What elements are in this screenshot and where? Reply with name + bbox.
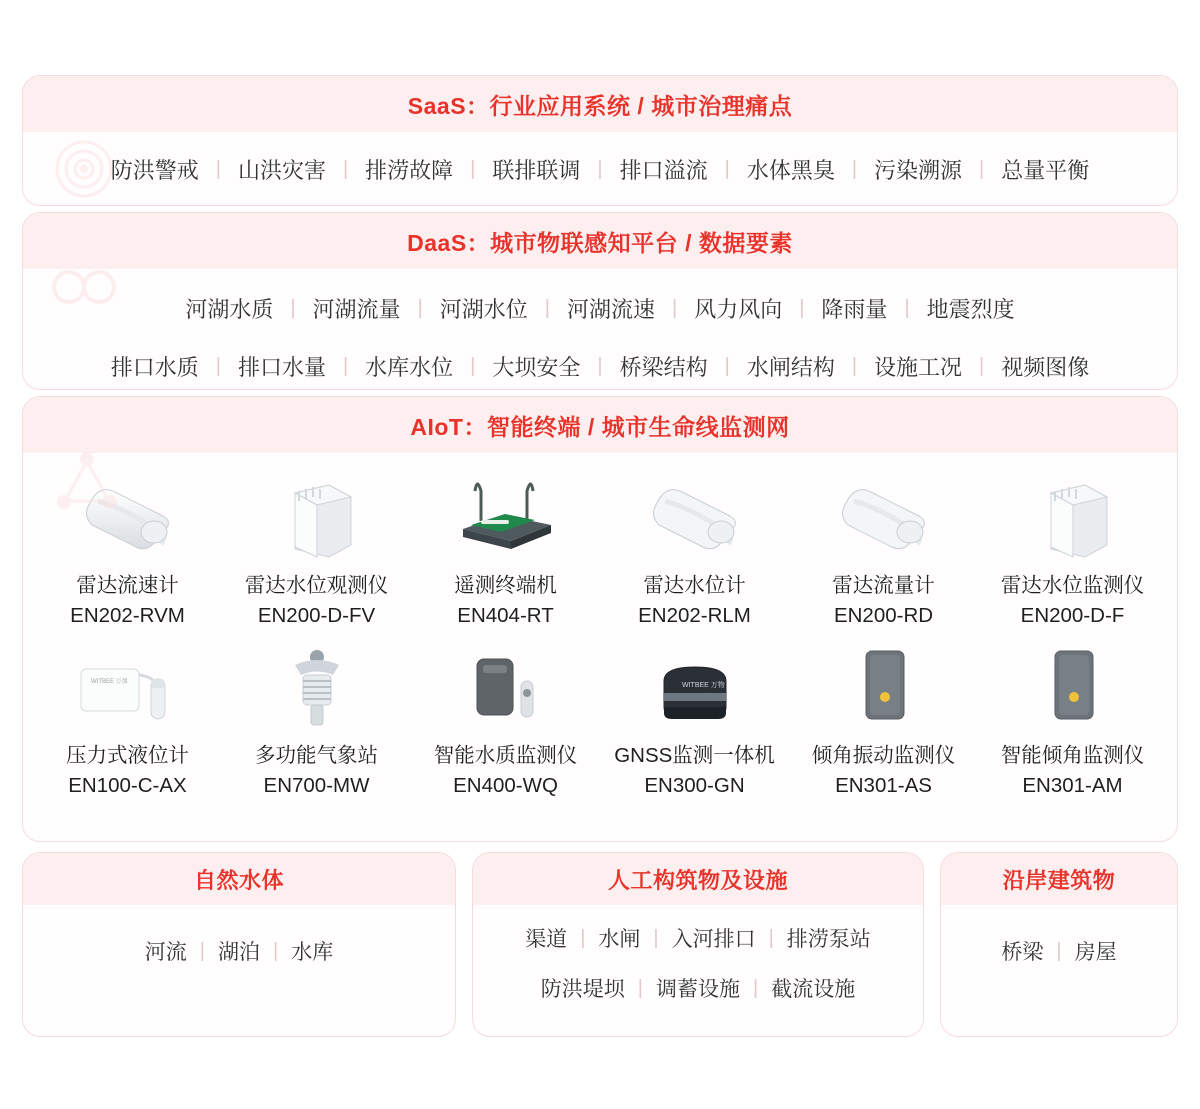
separator: | [851, 158, 858, 180]
weather-station-icon [242, 637, 392, 733]
radar-water-level-monitor-icon [998, 467, 1148, 563]
separator: | [904, 297, 910, 319]
device-card[interactable] [789, 637, 978, 801]
daas-item[interactable]: 降雨量 [821, 296, 888, 322]
artificial-structures-header [473, 853, 923, 905]
separator: | [580, 927, 586, 949]
device-card[interactable] [789, 467, 978, 631]
coastal-buildings-panel [940, 852, 1178, 1037]
device-model: EN404-RT [457, 604, 554, 627]
daas-item[interactable]: 水库水位 [365, 354, 454, 380]
device-name: 智能倾角监测仪 [1000, 744, 1145, 767]
saas-item[interactable]: 排口溢流 [619, 157, 708, 183]
artificial-item[interactable]: 调蓄设施 [656, 978, 740, 1001]
daas-item[interactable]: 视频图像 [1001, 354, 1090, 380]
daas-item[interactable]: 风力风向 [694, 296, 783, 322]
saas-panel [22, 75, 1178, 206]
artificial-structures-panel [472, 852, 924, 1037]
natural-water-panel [22, 852, 456, 1037]
device-name: 倾角振动监测仪 [811, 744, 956, 767]
aiot-title: AIoT：智能终端 / 城市生命线监测网 [410, 413, 790, 440]
device-model: EN700-MW [263, 774, 370, 797]
artificial-item[interactable]: 截流设施 [771, 978, 856, 1001]
artificial-item[interactable]: 排涝泵站 [786, 928, 871, 951]
separator: | [768, 927, 774, 949]
saas-items-row [23, 132, 1177, 206]
device-model: EN200-RD [833, 604, 934, 627]
coastal-buildings-header [941, 853, 1177, 905]
saas-item[interactable]: 防洪警戒 [110, 157, 199, 183]
device-name: 多功能气象站 [255, 744, 378, 767]
separator: | [273, 940, 279, 962]
daas-panel [22, 212, 1178, 390]
device-name: 雷达流量计 [832, 574, 935, 597]
coastal-items-row [941, 919, 1177, 983]
gnss-monitor-icon [620, 637, 770, 733]
artificial-items-row-2 [473, 963, 923, 1013]
device-model: EN300-GN [644, 774, 745, 797]
separator: | [753, 977, 759, 999]
svg-text:WITBEE 万物: WITBEE 万物 [681, 682, 725, 689]
separator: | [470, 158, 476, 180]
device-card[interactable] [411, 467, 600, 631]
separator: | [215, 355, 221, 377]
device-card[interactable] [978, 467, 1167, 631]
device-name: 遥测终端机 [454, 574, 557, 597]
daas-item[interactable]: 地震烈度 [926, 296, 1015, 322]
device-name: 压力式液位计 [66, 744, 189, 767]
separator: | [597, 158, 603, 180]
coastal-item[interactable]: 桥梁 [1001, 941, 1044, 964]
smart-tilt-monitor-icon [998, 637, 1148, 733]
device-model: EN301-AM [1022, 774, 1123, 797]
aiot-header [23, 397, 1177, 453]
radar-flow-meter-icon [809, 467, 959, 563]
artificial-item[interactable]: 防洪堤坝 [540, 978, 625, 1001]
device-name: 雷达水位监测仪 [1000, 574, 1145, 597]
separator: | [724, 355, 730, 377]
saas-header [23, 76, 1177, 132]
saas-title: SaaS：行业应用系统 / 城市治理痛点 [407, 92, 793, 119]
device-card[interactable] [222, 467, 411, 631]
separator: | [1056, 940, 1062, 962]
separator: | [215, 158, 221, 180]
separator: | [672, 297, 678, 319]
device-model: EN400-WQ [453, 774, 558, 797]
saas-item[interactable]: 污染溯源 [874, 157, 963, 183]
saas-item[interactable]: 山洪灾害 [237, 157, 326, 183]
daas-item[interactable]: 大坝安全 [492, 354, 581, 380]
separator: | [979, 355, 985, 377]
device-card[interactable] [978, 637, 1167, 801]
device-name: 智能水质监测仪 [433, 744, 578, 767]
daas-items-row-1 [23, 279, 1177, 337]
coastal-item[interactable]: 房屋 [1074, 941, 1117, 964]
separator: | [799, 297, 805, 319]
daas-item[interactable]: 河湖水位 [439, 296, 528, 322]
aiot-device-grid-row1 [23, 453, 1177, 631]
device-name: 雷达水位观测仪 [244, 574, 389, 597]
daas-item[interactable]: 河湖流量 [312, 296, 401, 322]
device-model: EN100-C-AX [68, 774, 187, 797]
separator: | [979, 158, 985, 180]
separator: | [653, 927, 659, 949]
saas-item[interactable]: 联排联调 [492, 157, 581, 183]
separator: | [470, 355, 476, 377]
device-card[interactable] [33, 467, 222, 631]
separator: | [342, 355, 349, 377]
device-card[interactable] [411, 637, 600, 801]
daas-item[interactable]: 排口水质 [110, 354, 199, 380]
separator: | [724, 158, 730, 180]
separator: | [544, 297, 550, 319]
artificial-items-row-1 [473, 913, 923, 963]
tilt-vibration-monitor-icon [809, 637, 959, 733]
telemetry-terminal-icon [431, 467, 581, 563]
natural-water-header [23, 853, 455, 905]
coastal-buildings-title: 沿岸建筑物 [1002, 867, 1116, 893]
daas-item[interactable]: 排口水量 [237, 354, 326, 380]
device-name: 雷达流速计 [76, 574, 179, 597]
device-card[interactable] [222, 637, 411, 801]
daas-item[interactable]: 河湖流速 [566, 296, 655, 322]
daas-header [23, 213, 1177, 269]
artificial-structures-title: 人工构筑物及设施 [607, 867, 788, 893]
svg-text:WITBEE 万加: WITBEE 万加 [90, 679, 128, 685]
device-name: 雷达水位计 [643, 574, 746, 597]
daas-items-row-2 [23, 337, 1177, 390]
artificial-item[interactable]: 入河排口 [671, 928, 756, 951]
daas-item[interactable]: 河湖水质 [185, 296, 274, 322]
saas-item[interactable]: 水体黑臭 [746, 157, 835, 183]
radar-water-level-meter-icon [620, 467, 770, 563]
natural-water-title: 自然水体 [193, 867, 284, 893]
smart-water-quality-monitor-icon [431, 637, 581, 733]
saas-item[interactable]: 排涝故障 [365, 157, 454, 183]
daas-item[interactable]: 桥梁结构 [619, 354, 708, 380]
natural-water-item[interactable]: 水库 [291, 941, 334, 964]
daas-item[interactable]: 水闸结构 [746, 354, 835, 380]
separator: | [199, 940, 205, 962]
device-card[interactable] [33, 637, 222, 801]
natural-water-item[interactable]: 湖泊 [218, 941, 260, 964]
device-card[interactable] [600, 467, 789, 631]
device-model: EN202-RLM [638, 604, 751, 627]
device-model: EN200-D-FV [257, 604, 376, 627]
device-model: EN200-D-F [1020, 604, 1125, 627]
natural-water-item[interactable]: 河流 [144, 941, 187, 964]
saas-item[interactable]: 总量平衡 [1001, 157, 1090, 183]
radar-water-level-observer-icon [242, 467, 392, 563]
device-name: GNSS监测一体机 [614, 744, 775, 767]
daas-item[interactable]: 设施工况 [874, 354, 963, 380]
separator: | [290, 297, 296, 319]
aiot-device-grid-row2 [23, 631, 1177, 801]
separator: | [597, 355, 603, 377]
natural-water-items-row [23, 919, 455, 983]
aiot-panel [22, 396, 1178, 842]
device-model: EN202-RVM [70, 604, 185, 627]
artificial-item[interactable]: 渠道 [525, 928, 568, 951]
device-card[interactable] [600, 637, 789, 801]
device-model: EN301-AS [835, 774, 932, 797]
daas-title: DaaS：城市物联感知平台 / 数据要素 [407, 229, 793, 256]
artificial-item[interactable]: 水闸 [598, 928, 641, 951]
separator: | [637, 977, 643, 999]
separator: | [342, 158, 349, 180]
separator: | [417, 297, 423, 319]
separator: | [851, 355, 858, 377]
pressure-level-gauge-icon [53, 637, 203, 733]
radar-velocity-meter-icon [53, 467, 203, 563]
